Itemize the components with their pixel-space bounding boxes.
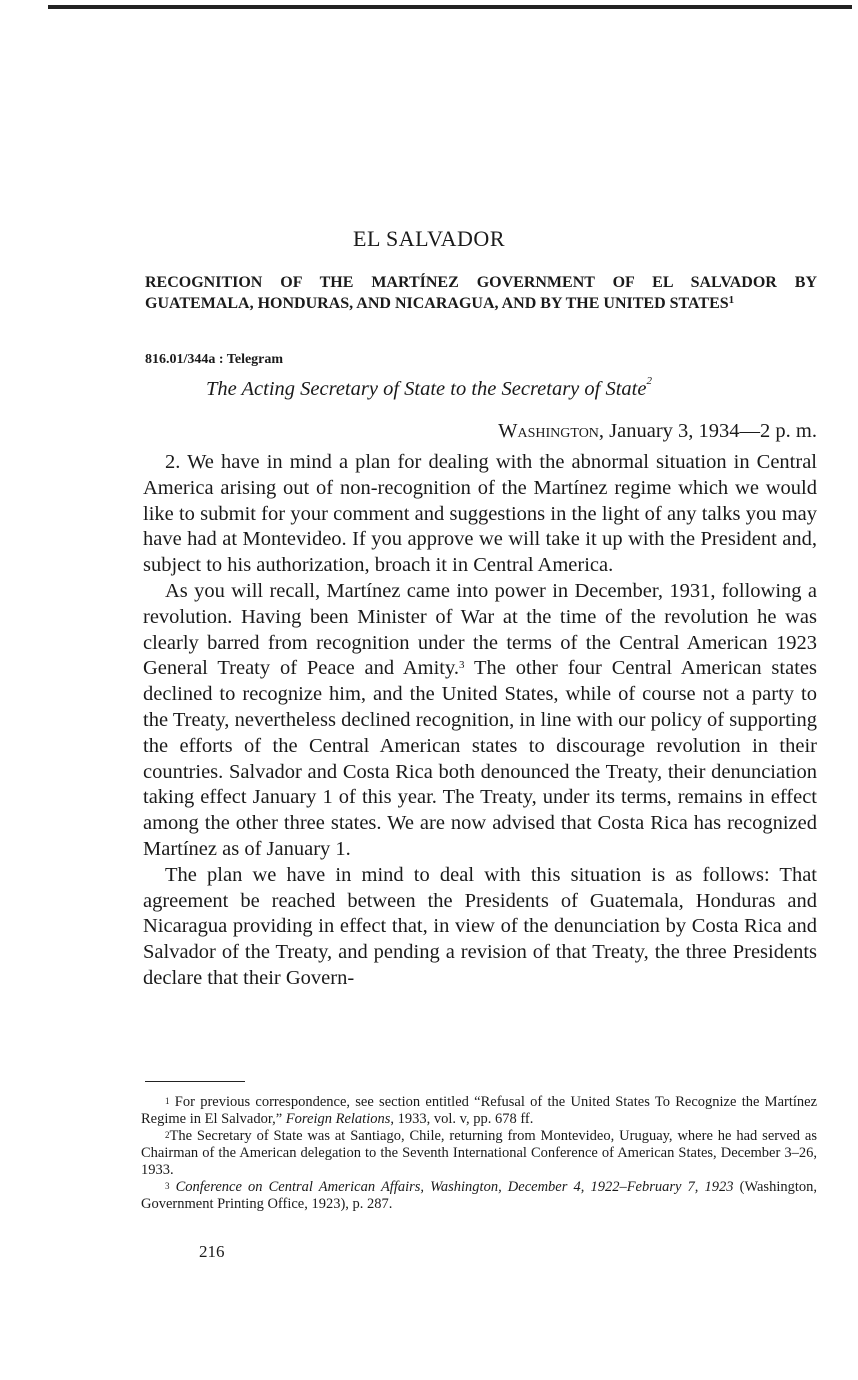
- footnote-1: [141, 1094, 817, 1128]
- footnote-1-text-b: , 1933, vol. v, pp. 678 ff.: [390, 1111, 534, 1127]
- document-title-text: The Acting Secretary of State to the Secretary of State: [206, 378, 647, 400]
- footnote-marker-2: 2: [646, 375, 652, 387]
- footnote-marker-1: 1: [728, 294, 735, 306]
- footnote-2-text: The Secretary of State was at Santiago, Chile, returning from Montevideo, Uruguay, where he had served as Chairman of the American delegation to the Seventh International Conference of American States, December 3–26, 1933.: [141, 1128, 817, 1178]
- paragraph-1: 2. We have in mind a plan for dealing with the abnormal situation in Central America arising out of non-recognition of the Martínez regime which we would like to submit for your comment and suggestions in the light of any talks you may have had at Montevideo. If you approve we will take it up with the President and, subject to his authorization, broach it in Central America.: [143, 451, 817, 577]
- footnote-3-text: (Washington, Government Printing Office, 1923), p. 287.: [141, 1179, 818, 1212]
- footnote-2-number: 2: [165, 1130, 170, 1140]
- top-rule: [48, 5, 852, 9]
- paragraph-2-part-b: The other four Central American states declined to recognize him, and the United States, while of course not a party to the Treaty, nevertheless declined recognition, in line with our policy of supporting the efforts of the Central American states to discourage revolution in their countries. Salvador and Costa Rica both denounced the Treaty, their denunciation taking effect January 1 of this year. The Treaty, under its terms, remains in effect among the other three states. We are now advised that Costa Rica has recognized Martínez as of January 1.: [143, 657, 817, 860]
- footnote-3-italic: Conference on Central American Affairs, Washington, December 4, 1922–February 7, 1923: [175, 1179, 734, 1195]
- footnote-2: [141, 1128, 817, 1179]
- telegram-body: [143, 450, 817, 992]
- dateline-place: Washington: [498, 420, 599, 442]
- footnote-3: [141, 1179, 817, 1213]
- dateline-date: , January 3, 1934—2 p. m.: [598, 420, 817, 442]
- document-title: [0, 375, 858, 401]
- dateline: [145, 420, 817, 443]
- subject-heading-text: RECOGNITION OF THE MARTÍNEZ GOVERNMENT OF EL SALVADOR BY GUATEMALA, HONDURAS, AND NICARAGUA, AND BY THE UNITED STATES: [145, 274, 817, 312]
- file-reference: 816.01/344a : Telegram: [145, 352, 284, 367]
- footnote-1-italic: Foreign Relations: [285, 1111, 391, 1127]
- paragraph-2: [143, 579, 817, 863]
- footnote-rule: [145, 1081, 245, 1082]
- subject-heading: [145, 272, 817, 314]
- footnote-marker-3: 3: [459, 659, 465, 672]
- footnote-1-text-a: For previous correspondence, see section entitled “Refusal of the United States To Recognize the Martínez Regime in El Salvador,”: [141, 1094, 818, 1127]
- page-number: 216: [199, 1242, 225, 1261]
- section-title: EL SALVADOR: [353, 226, 505, 251]
- footnote-1-number: 1: [165, 1096, 170, 1106]
- footnote-3-number: 3: [165, 1181, 170, 1191]
- paragraph-2-part-a: As you will recall, Martínez came into power in December, 1931, following a revolution. Having been Minister of War at the time of the revolution he was clearly barred from recognition under the terms of the Central American 1923 General Treaty of Peace and Amity.: [143, 579, 817, 680]
- footnotes: [141, 1094, 817, 1213]
- paragraph-3: The plan we have in mind to deal with this situation is as follows: That agreement be reached between the Presidents of Guatemala, Honduras and Nicaragua providing in effect that, in view of the denunciation by Costa Rica and Salvador of the Treaty, and pending a revision of that Treaty, the three Presidents declare that their Govern-: [143, 863, 817, 989]
